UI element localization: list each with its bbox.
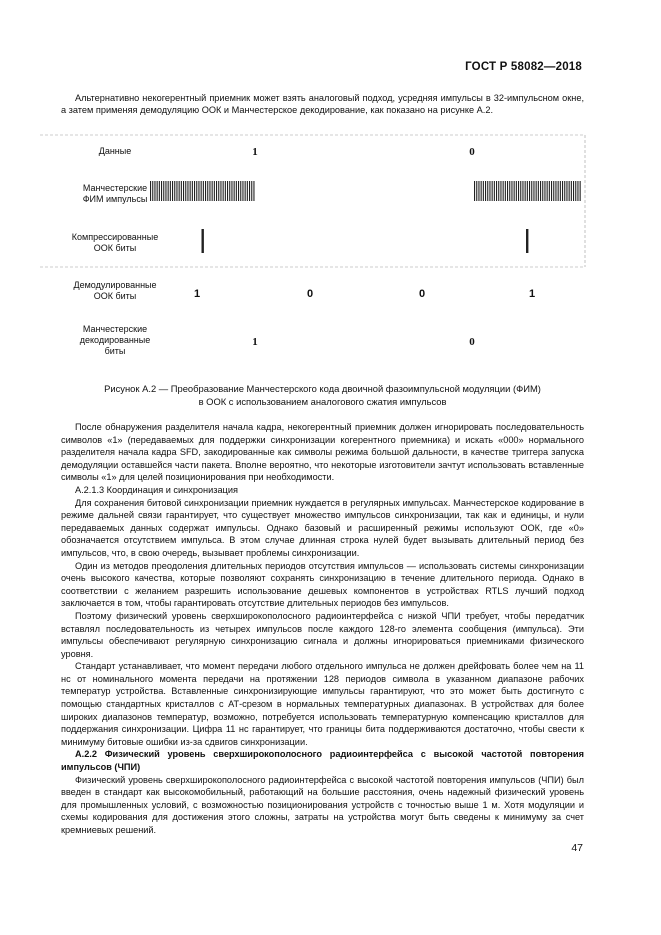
ppm-pulse	[196, 181, 197, 201]
ppm-pulse	[190, 181, 191, 201]
ppm-pulse	[159, 181, 160, 201]
ppm-pulse	[478, 181, 479, 201]
ppm-pulse	[176, 181, 177, 201]
ppm-pulse	[522, 181, 523, 201]
ppm-pulse	[253, 181, 254, 201]
ppm-pulse	[154, 181, 155, 201]
ppm-pulse	[218, 181, 219, 201]
ppm-pulse	[562, 181, 563, 201]
section-heading: А.2.1.3 Координация и синхронизация	[75, 484, 238, 495]
compressed-ook-bit-2	[526, 229, 528, 253]
ppm-pulse	[242, 181, 243, 201]
ppm-pulse	[212, 181, 213, 201]
ppm-pulse	[483, 181, 484, 201]
ppm-pulse	[520, 181, 521, 201]
ppm-pulse	[201, 181, 202, 201]
ppm-pulse	[157, 181, 158, 201]
ppm-pulse	[553, 181, 554, 201]
ppm-pulse	[571, 181, 572, 201]
ppm-pulse	[540, 181, 541, 201]
ppm-pulse	[207, 181, 208, 201]
ppm-pulse	[577, 181, 578, 201]
ppm-pulse	[236, 181, 237, 201]
ppm-pulse	[509, 181, 510, 201]
ppm-pulse	[476, 181, 477, 201]
ppm-pulse	[533, 181, 534, 201]
label-compressed-ook-2: ООК биты	[93, 243, 137, 253]
ppm-pulse	[209, 181, 210, 201]
ppm-pulse	[569, 181, 570, 201]
paragraph: Физический уровень сверхширокополосного радиоинтерфейса с высокой частотой повторения импульсов (ЧПИ) был введен в стандарт как высокомобильный, работающий на большие расстояния, очень надежный физический уровень для промышленных условий, с возможностью позиционирования устройств с точностью выше 1 м. Хотя модуляции и схемы кодирования для достижения этого сложны, затраты на устройства могут быть сведены к минимуму за счет кремниевых решений.	[61, 774, 584, 835]
ppm-pulse	[494, 181, 495, 201]
ppm-pulse	[580, 181, 581, 201]
ppm-pulse	[481, 181, 482, 201]
label-data: Данные	[98, 146, 132, 156]
ppm-pulse	[203, 181, 204, 201]
label-compressed-ook-1: Компрессированные	[71, 232, 159, 242]
figure-caption	[61, 383, 584, 408]
ppm-pulse	[247, 181, 248, 201]
ppm-pulse	[511, 181, 512, 201]
paragraph: Один из методов преодоления длительных периодов отсутствия импульсов — использовать системы синхронизации очень высокого качества, которые позволяют сохранять синхронизацию в течение длительного периода. Однако в соответствии с желанием разрешить использование дешевых компонентов в устройствах RTLS лучший подход заключается в том, чтобы гарантировать отсутствие длительных периодов без импульсов.	[61, 560, 584, 609]
manchester-pulse-train-first	[150, 181, 255, 201]
ppm-pulse	[500, 181, 501, 201]
ppm-pulse	[487, 181, 488, 201]
ppm-pulse	[498, 181, 499, 201]
page-number: 47	[571, 842, 583, 854]
data-bit-2: 0	[469, 146, 475, 158]
ppm-pulse	[234, 181, 235, 201]
ppm-pulse	[183, 181, 184, 201]
ppm-pulse	[205, 181, 206, 201]
ppm-pulse	[238, 181, 239, 201]
ppm-pulse	[573, 181, 574, 201]
paragraph: Поэтому физический уровень сверхширокополосного радиоинтерфейса с низкой ЧПИ требует, чтобы передатчик вставлял последовательность из четырех импульсов после каждого 128-го элемента сообщения (импульса). Эти импульсы обеспечивают регулярную синхронизацию сигнала и должны игнорироваться приемниками физического уровня.	[61, 610, 584, 659]
ppm-pulse	[492, 181, 493, 201]
label-decoded-1: Манчестерские	[82, 324, 148, 334]
label-demodulated-2: ООК биты	[93, 291, 137, 301]
label-decoded-3: биты	[104, 346, 126, 356]
ppm-pulse	[474, 181, 475, 201]
figure-manchester-ook	[40, 133, 600, 378]
ppm-pulse	[514, 181, 515, 201]
ppm-pulse	[549, 181, 550, 201]
ppm-pulse	[198, 181, 199, 201]
demod-bit-1: 1	[193, 288, 201, 300]
ppm-pulse	[525, 181, 526, 201]
ppm-pulse	[251, 181, 252, 201]
body-text	[61, 421, 584, 837]
ppm-pulse	[547, 181, 548, 201]
ppm-pulse	[181, 181, 182, 201]
ppm-pulse	[544, 181, 545, 201]
ppm-pulse	[575, 181, 576, 201]
paragraph: После обнаружения разделителя начала кадра, некогерентный приемник должен игнорировать последовательность символов «1» (передаваемых для поддержки синхронизации когерентного приемника) и искать «000» нормального разделителя начала кадра SFD, закодированные как символы режима большой дальности, в качестве триггера запуска демодуляции оставшейся части пакета. Вполне вероятно, что некоторые изготовители зачтут использовать вставленные символы «1» для целей позиционирования при необходимости.	[61, 422, 584, 483]
compressed-ook-bit-1	[202, 229, 204, 253]
ppm-pulse	[187, 181, 188, 201]
ppm-pulse	[536, 181, 537, 201]
paragraph: Стандарт устанавливает, что момент передачи любого отдельного импульса не должен дрейфовать более чем на 11 нс от номинального момента передачи на протяжении 128 периодов символа в указанном диапазоне рабочих температур устройства. Вставленные синхронизирующие импульсы гарантируют, что это может быть достигнуто с помощью стандартных кристаллов с АТ-срезом в нормальных температурных диапазонах. В устройствах для более широких диапазонов температур, возможно, потребуется использовать температурную компенсацию кристаллов для поддержания синхронизации. Цифра 11 нс гарантирует, что границы бита поддерживаются достаточно, чтобы свести к минимуму битовые ошибки из-за сдвигов синхронизации.	[61, 661, 584, 747]
ppm-pulse	[216, 181, 217, 201]
ppm-pulse	[179, 181, 180, 201]
ppm-pulse	[566, 181, 567, 201]
ppm-pulse	[214, 181, 215, 201]
ppm-pulse	[485, 181, 486, 201]
ppm-pulse	[531, 181, 532, 201]
decoded-bit-2: 0	[469, 336, 475, 348]
ppm-pulse	[165, 181, 166, 201]
label-manchester-ppm-1: Манчестерские	[82, 183, 148, 193]
ppm-pulse	[223, 181, 224, 201]
ppm-pulse	[174, 181, 175, 201]
standard-designation: ГОСТ Р 58082—2018	[465, 61, 582, 73]
ppm-pulse	[163, 181, 164, 201]
ppm-pulse	[496, 181, 497, 201]
ppm-pulse	[192, 181, 193, 201]
ppm-pulse	[542, 181, 543, 201]
ppm-pulse	[172, 181, 173, 201]
ppm-pulse	[240, 181, 241, 201]
ppm-pulse	[518, 181, 519, 201]
demod-bit-3: 0	[418, 288, 426, 300]
ppm-pulse	[170, 181, 171, 201]
ppm-pulse	[507, 181, 508, 201]
ppm-pulse	[152, 181, 153, 201]
ppm-pulse	[220, 181, 221, 201]
ppm-pulse	[527, 181, 528, 201]
ppm-pulse	[529, 181, 530, 201]
manchester-pulse-train-second	[474, 181, 581, 201]
ppm-pulse	[168, 181, 169, 201]
ppm-pulse	[150, 181, 151, 201]
label-manchester-ppm-2: ФИМ импульсы	[82, 194, 148, 204]
decoded-bit-1: 1	[252, 336, 258, 348]
ppm-pulse	[227, 181, 228, 201]
data-bit-1: 1	[252, 146, 258, 158]
ppm-pulse	[558, 181, 559, 201]
ppm-pulse	[229, 181, 230, 201]
ppm-pulse	[245, 181, 246, 201]
ppm-pulse	[194, 181, 195, 201]
label-decoded-2: декодированные	[79, 335, 151, 345]
ppm-pulse	[503, 181, 504, 201]
ppm-pulse	[489, 181, 490, 201]
ppm-pulse	[185, 181, 186, 201]
ppm-pulse	[516, 181, 517, 201]
caption-line-2: в ООК с использованием аналогового сжатия импульсов	[198, 395, 447, 407]
ppm-pulse	[555, 181, 556, 201]
section-heading-bold: А.2.2 Физический уровень сверхширокополосного радиоинтерфейса с высокой частотой повторения импульсов (ЧПИ)	[61, 749, 584, 773]
intro-paragraph: Альтернативно некогерентный приемник может взять аналоговый подход, усредняя импульсы в 32-импульсном окне, а затем применяя демодуляцию ООК и Манчестерское декодирование, как показано на рисунке А.2.	[61, 93, 584, 116]
ppm-pulse	[551, 181, 552, 201]
ppm-pulse	[249, 181, 250, 201]
paragraph: Для сохранения битовой синхронизации приемник нуждается в регулярных импульсах. Манчестерское кодирование в режиме дальней связи гарантирует, что существует множество импульсов синхронизации, так как и единицы, и нули передаваемых данных содержат импульсы. Однако базовый и расширенный режимы используют ООК, где «0» обозначается отсутствием импульса. В этом случае длинная строка нулей будет вызывать длительный период без импульсов, что, в свою очередь, вызывает проблемы синхронизации.	[61, 497, 584, 558]
ppm-pulse	[225, 181, 226, 201]
ppm-pulse	[564, 181, 565, 201]
caption-line-1: Рисунок А.2 — Преобразование Манчестерского кода двоичной фазоимпульсной модуляции (ФИМ)	[104, 383, 541, 394]
ppm-pulse	[161, 181, 162, 201]
label-demodulated-1: Демодулированные	[73, 280, 157, 290]
demod-bit-4: 1	[528, 288, 536, 300]
ppm-pulse	[231, 181, 232, 201]
demod-bit-2: 0	[306, 288, 314, 300]
ppm-pulse	[538, 181, 539, 201]
ppm-pulse	[560, 181, 561, 201]
ppm-pulse	[505, 181, 506, 201]
